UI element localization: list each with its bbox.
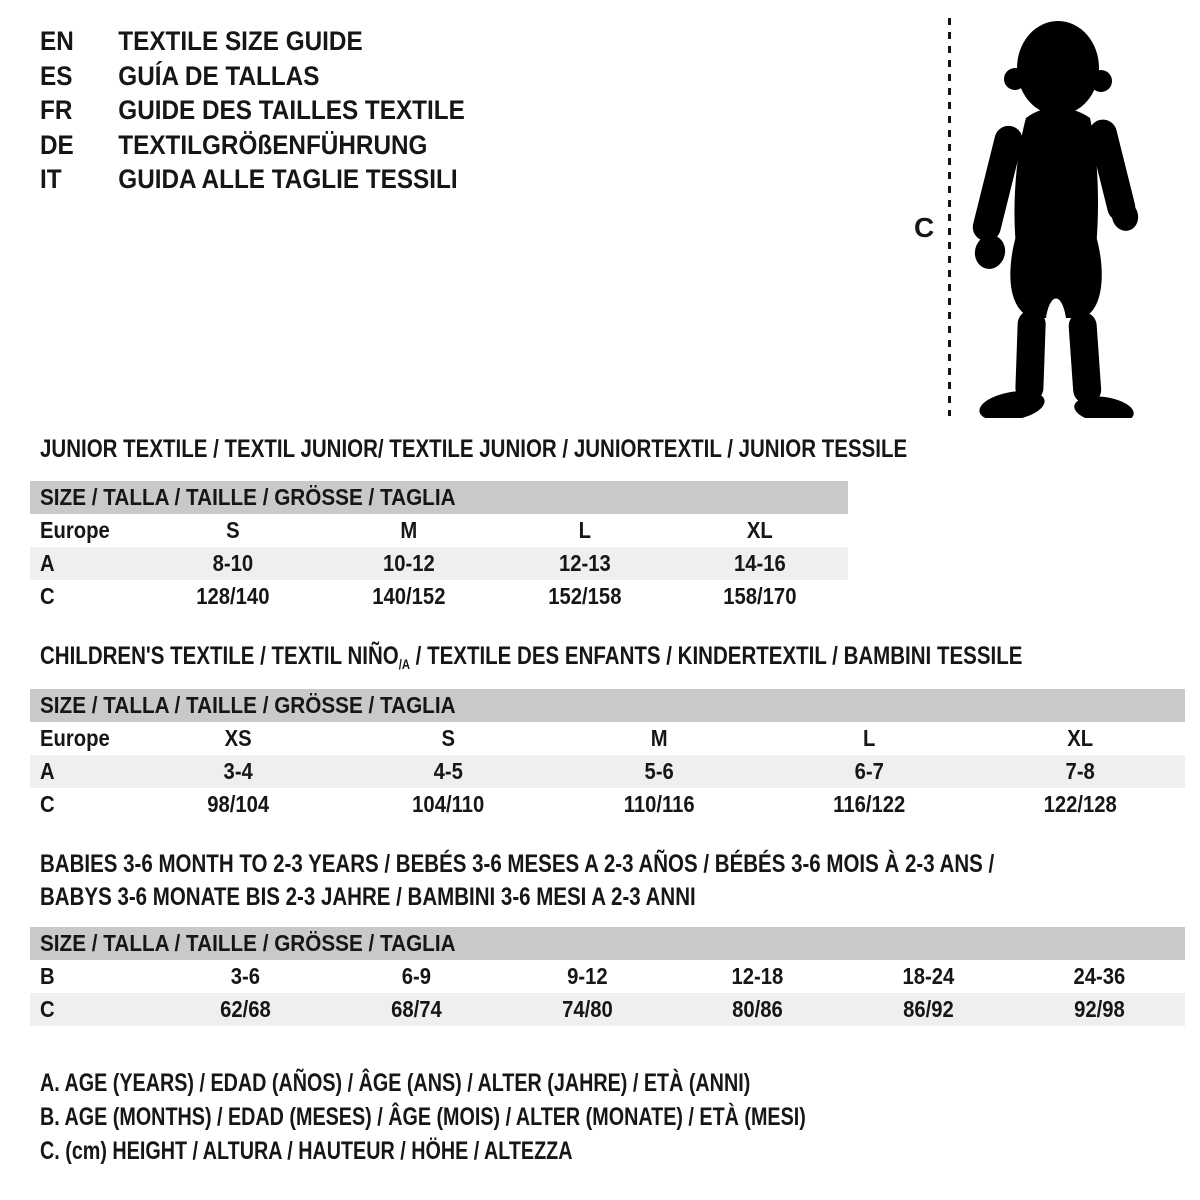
- table-row-age-months: [30, 960, 1185, 993]
- junior-size-table: [30, 481, 848, 613]
- size-cell: 122/128: [1043, 791, 1117, 817]
- language-code: DE: [40, 129, 74, 160]
- junior-section-title-text: JUNIOR TEXTILE / TEXTIL JUNIOR/ TEXTILE JUNIOR / JUNIORTEXTIL / JUNIOR TESSILE: [40, 435, 908, 463]
- size-cell: 12-13: [558, 550, 611, 576]
- table-row-age-years: [30, 755, 1185, 788]
- table-row-height-cm: [30, 993, 1185, 1026]
- children-section-title: [40, 641, 1200, 680]
- size-cell: 4-5: [433, 758, 464, 784]
- language-code: IT: [40, 164, 62, 194]
- size-cell: 110/116: [623, 791, 695, 817]
- babies-size-table: [30, 927, 1185, 1026]
- language-code: EN: [40, 26, 74, 56]
- size-cell: 8-10: [212, 550, 254, 576]
- height-dotted-line: [948, 18, 951, 416]
- row-label: A: [40, 758, 55, 784]
- size-header-text: SIZE / TALLA / TAILLE / GRÖSSE / TAGLIA: [40, 930, 456, 956]
- measurement-legend: [40, 1066, 1009, 1168]
- size-cell: 5-6: [644, 758, 674, 784]
- row-label: B: [40, 963, 55, 989]
- language-code: ES: [40, 60, 73, 91]
- size-cell: XS: [224, 725, 252, 751]
- size-cell: M: [650, 725, 668, 751]
- size-cell: 74/80: [561, 996, 613, 1022]
- size-header-text: SIZE / TALLA / TAILLE / GRÖSSE / TAGLIA: [40, 484, 456, 510]
- size-cell: 80/86: [732, 996, 784, 1022]
- babies-section-title-line2: BABYS 3-6 MONATE BIS 2-3 JAHRE / BAMBINI 3-6 MESI A 2-3 ANNI: [40, 883, 696, 911]
- language-row-fr: [40, 93, 465, 128]
- row-label: Europe: [40, 517, 110, 543]
- title-subscript: /A: [398, 656, 410, 672]
- language-row-it: [40, 162, 465, 197]
- language-title: TEXTILE SIZE GUIDE: [118, 26, 363, 56]
- size-cell: 92/98: [1074, 996, 1125, 1022]
- table-row-age-years: [30, 547, 848, 580]
- size-cell: 86/92: [903, 996, 955, 1022]
- size-cell: 158/170: [723, 583, 797, 609]
- size-cell: 140/152: [372, 583, 446, 609]
- height-measure-label: C: [914, 212, 935, 243]
- size-cell: 6-7: [854, 758, 885, 784]
- table-row-height-cm: [30, 580, 848, 613]
- size-cell: 3-6: [230, 963, 261, 989]
- size-cell: XL: [1066, 725, 1093, 751]
- size-header-band: [30, 927, 1185, 960]
- size-cell: XL: [747, 517, 774, 543]
- language-title: GUIDE DES TAILLES TEXTILE: [118, 95, 465, 125]
- size-cell: L: [578, 517, 591, 543]
- size-cell: 3-4: [223, 758, 253, 784]
- babies-section-title: [40, 848, 1200, 914]
- size-cell: 24-36: [1073, 963, 1126, 989]
- size-cell: 116/122: [833, 791, 906, 817]
- language-title-list: [40, 24, 512, 197]
- legend-line-c: C. (cm) HEIGHT / ALTURA / HAUTEUR / HÖHE / ALTEZZA: [40, 1137, 573, 1165]
- size-cell: 14-16: [734, 550, 787, 576]
- table-row-height-cm: [30, 788, 1185, 821]
- size-cell: L: [863, 725, 876, 751]
- size-header-text: SIZE / TALLA / TAILLE / GRÖSSE / TAGLIA: [40, 692, 456, 718]
- size-cell: 10-12: [382, 550, 435, 576]
- language-title: TEXTILGRÖßENFÜHRUNG: [118, 129, 428, 160]
- children-size-table: [30, 689, 1185, 821]
- size-cell: 68/74: [390, 996, 442, 1022]
- size-cell: 128/140: [196, 583, 270, 609]
- row-label: C: [40, 791, 55, 817]
- language-code: FR: [40, 95, 73, 125]
- size-cell: 98/104: [207, 791, 270, 817]
- table-row-europe: [30, 514, 848, 547]
- size-cell: M: [400, 517, 418, 543]
- size-cell: 62/68: [220, 996, 271, 1022]
- babies-section-title-line1: BABIES 3-6 MONTH TO 2-3 YEARS / BEBÉS 3-6 MESES A 2-3 AÑOS / BÉBÉS 3-6 MOIS À 2-3 ANS /: [40, 850, 995, 878]
- legend-line-b: B. AGE (MONTHS) / EDAD (MESES) / ÂGE (MOIS) / ALTER (MONATE) / ETÀ (MESI): [40, 1103, 806, 1131]
- size-cell: 7-8: [1065, 758, 1095, 784]
- language-row-en: [40, 24, 465, 59]
- row-label: A: [40, 550, 55, 576]
- language-row-de: [40, 128, 465, 163]
- language-row-es: [40, 59, 465, 94]
- legend-line-a: A. AGE (YEARS) / EDAD (AÑOS) / ÂGE (ANS) / ALTER (JAHRE) / ETÀ (ANNI): [40, 1069, 751, 1097]
- size-cell: 152/158: [547, 583, 621, 609]
- size-cell: 6-9: [401, 963, 431, 989]
- row-label: C: [40, 996, 55, 1022]
- row-label: C: [40, 583, 55, 609]
- size-cell: S: [226, 517, 240, 543]
- size-header-band: [30, 689, 1185, 722]
- children-section-title-text: CHILDREN'S TEXTILE / TEXTIL NIÑO/A / TEXTILE DES ENFANTS / KINDERTEXTIL / BAMBINI TESSILE: [40, 642, 1023, 672]
- language-title: GUÍA DE TALLAS: [118, 60, 320, 91]
- language-title: GUIDA ALLE TAGLIE TESSILI: [118, 164, 458, 194]
- size-cell: 9-12: [566, 963, 608, 989]
- size-cell: 18-24: [902, 963, 955, 989]
- size-header-band: [30, 481, 848, 514]
- row-label: Europe: [40, 725, 110, 751]
- toddler-silhouette-icon: [970, 14, 1140, 418]
- size-cell: 12-18: [732, 963, 784, 989]
- size-cell: 104/110: [412, 791, 485, 817]
- size-cell: S: [441, 725, 456, 751]
- table-row-europe: [30, 722, 1185, 755]
- junior-section-title: [40, 434, 1098, 464]
